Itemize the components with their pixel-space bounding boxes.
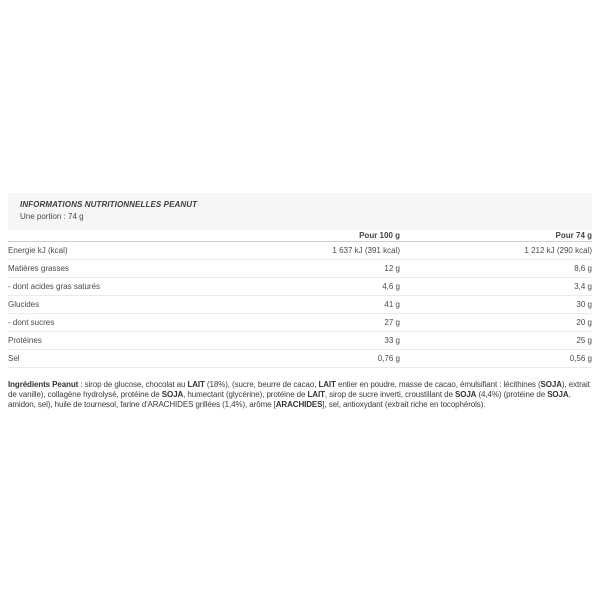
ingredient-segment: , humectant (glycérine), protéine de bbox=[183, 389, 308, 399]
ingredient-emphasis: SOJA bbox=[454, 389, 477, 399]
ingredient-segment: ], sel, antioxydant (extrait riche en tocophérols). bbox=[322, 399, 486, 409]
table-row bbox=[8, 331, 592, 349]
nutrient-label: Energie kJ (kcal) bbox=[8, 241, 238, 259]
column-header-per-74g: Pour 74 g bbox=[400, 230, 592, 241]
table-row bbox=[8, 277, 592, 295]
value-per-100g: 1 637 kJ (391 kcal) bbox=[238, 241, 400, 259]
nutrient-label: - dont sucres bbox=[8, 313, 238, 331]
nutrition-title: INFORMATIONS NUTRITIONNELLES PEANUT bbox=[20, 200, 198, 209]
nutrition-table bbox=[8, 230, 592, 368]
nutrient-label: - dont acides gras saturés bbox=[8, 277, 238, 295]
ingredient-emphasis: SOJA bbox=[547, 389, 569, 399]
ingredient-segment: (4,4%) (protéine de bbox=[476, 389, 548, 399]
column-header-empty bbox=[8, 230, 238, 241]
table-row bbox=[8, 241, 592, 259]
value-per-100g: 12 g bbox=[238, 259, 400, 277]
ingredient-emphasis: LAIT bbox=[318, 379, 336, 389]
nutrient-label: Sel bbox=[8, 349, 238, 367]
ingredient-emphasis: SOJA bbox=[540, 379, 562, 389]
value-per-100g: 41 g bbox=[238, 295, 400, 313]
ingredient-segment: entier en poudre, masse de cacao, émulsifiant : lécithines ( bbox=[335, 379, 541, 389]
table-row bbox=[8, 259, 592, 277]
ingredient-segment: , sirop de sucre inverti, croustillant de bbox=[324, 389, 455, 399]
nutrient-label: Protéines bbox=[8, 331, 238, 349]
value-per-74g: 8,6 g bbox=[400, 259, 592, 277]
nutrition-table-body bbox=[8, 241, 592, 367]
table-row bbox=[8, 313, 592, 331]
ingredient-segment: : sirop de glucose, chocolat au bbox=[78, 379, 188, 389]
ingredient-emphasis: LAIT bbox=[187, 379, 205, 389]
value-per-74g: 30 g bbox=[400, 295, 592, 313]
table-row bbox=[8, 349, 592, 367]
nutrient-label: Matières grasses bbox=[8, 259, 238, 277]
value-per-100g: 4,6 g bbox=[238, 277, 400, 295]
value-per-100g: 0,76 g bbox=[238, 349, 400, 367]
value-per-100g: 27 g bbox=[238, 313, 400, 331]
ingredient-emphasis: LAIT bbox=[307, 389, 325, 399]
value-per-74g: 25 g bbox=[400, 331, 592, 349]
ingredient-segment: , amidon, sel), huile de tournesol, farine d'ARACHIDES grillées (1,4%), arôme [ bbox=[8, 389, 571, 409]
ingredients-text bbox=[8, 380, 592, 410]
ingredient-emphasis: SOJA bbox=[161, 389, 184, 399]
value-per-74g: 20 g bbox=[400, 313, 592, 331]
ingredient-emphasis: ARACHIDES bbox=[275, 399, 323, 409]
nutrient-label: Glucides bbox=[8, 295, 238, 313]
nutrition-content bbox=[8, 193, 592, 410]
value-per-74g: 3,4 g bbox=[400, 277, 592, 295]
value-per-74g: 0,56 g bbox=[400, 349, 592, 367]
ingredient-emphasis: Ingrédients Peanut bbox=[8, 379, 79, 389]
ingredient-segment: (18%), (sucre, beurre de cacao, bbox=[204, 379, 319, 389]
value-per-74g: 1 212 kJ (290 kcal) bbox=[400, 241, 592, 259]
value-per-100g: 33 g bbox=[238, 331, 400, 349]
table-row bbox=[8, 295, 592, 313]
nutrition-header-block bbox=[8, 193, 592, 230]
table-header-row bbox=[8, 230, 592, 241]
portion-size-text: Une portion : 74 g bbox=[20, 212, 84, 221]
ingredient-segment: ), extrait de vanille), collagène hydrolysé, protéine de bbox=[8, 379, 590, 399]
column-header-per-100g: Pour 100 g bbox=[238, 230, 400, 241]
